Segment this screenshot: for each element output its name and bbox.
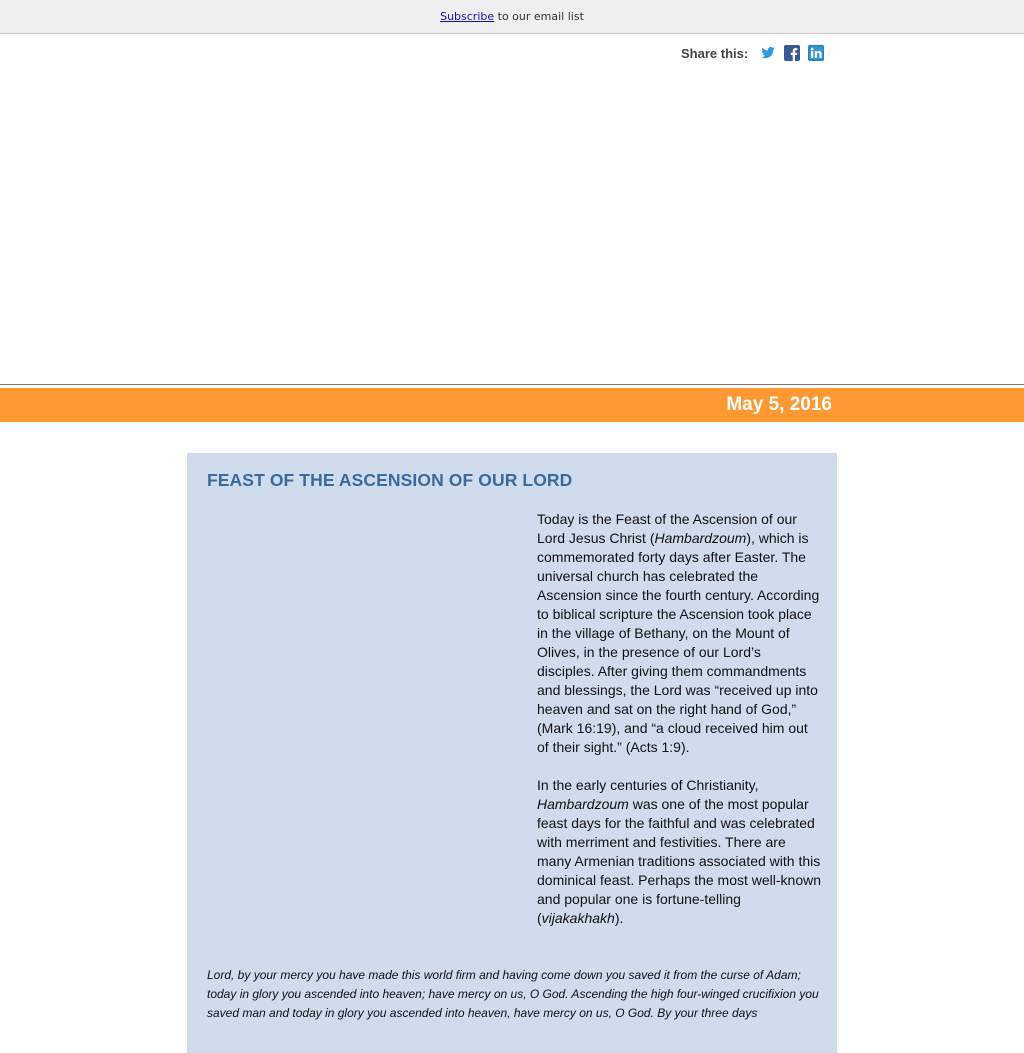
share-icons [760,45,824,61]
article-paragraph-1 [537,510,822,757]
subscribe-link[interactable]: Subscribe [440,10,495,23]
linkedin-icon[interactable] [808,45,824,61]
article-body [537,510,822,947]
italic-term: vijakakhakh [541,910,615,926]
share-bar [681,43,824,63]
article-paragraph-2 [537,776,822,928]
subscribe-text: to our email list [494,10,584,23]
text-run: In the early centuries of Christianity, [537,777,759,793]
date-banner [0,388,1024,422]
text-run: Today is the Feast of the Ascension of our Lord Jesus Christ ( [537,511,797,546]
header-divider [0,384,1024,385]
italic-term: Hambardzoum [537,796,629,812]
text-run: was one of the most popular feast days for the faithful and was celebrated with merriment and festivities. There are many Armenian traditions associated with this dominical feast. Perhaps the most well-known and popular one is fortune-telling ( [537,796,822,926]
facebook-icon[interactable] [784,45,800,61]
article-image [207,511,527,771]
share-label: Share this: [681,45,749,61]
article-title: FEAST OF THE ASCENSION OF OUR LORD [207,470,573,490]
italic-term: Hambardzoum [654,530,747,546]
twitter-icon[interactable] [760,45,776,61]
text-run: ). [614,910,624,926]
prayer-quote: Lord, by your mercy you have made this world firm and having come down you saved it from the curse of Adam; today in glory you ascended into heaven; have mercy on us, O God. Ascending the high four-winged crucifixion you saved man and today in glory you ascended into heaven, have mercy on us, O God. By your three days [207,968,819,1020]
subscribe-bar [0,0,1024,34]
article-card [187,453,837,1053]
text-run: ), which is commemorated forty days after Easter. The universal church has celebrated the Ascension since the fourth century. According to biblical scripture the Ascension took place in the village of Bethany, on the Mount of Olives, in the presence of our Lord’s disciples. After giving them commandments and blessings, the Lord was “received up into heaven and sat on the right hand of God,” (Mark 16:19), and “a cloud received him out of their sight.” (Acts 1:9). [537,530,820,755]
issue-date: May 5, 2016 [726,394,832,415]
